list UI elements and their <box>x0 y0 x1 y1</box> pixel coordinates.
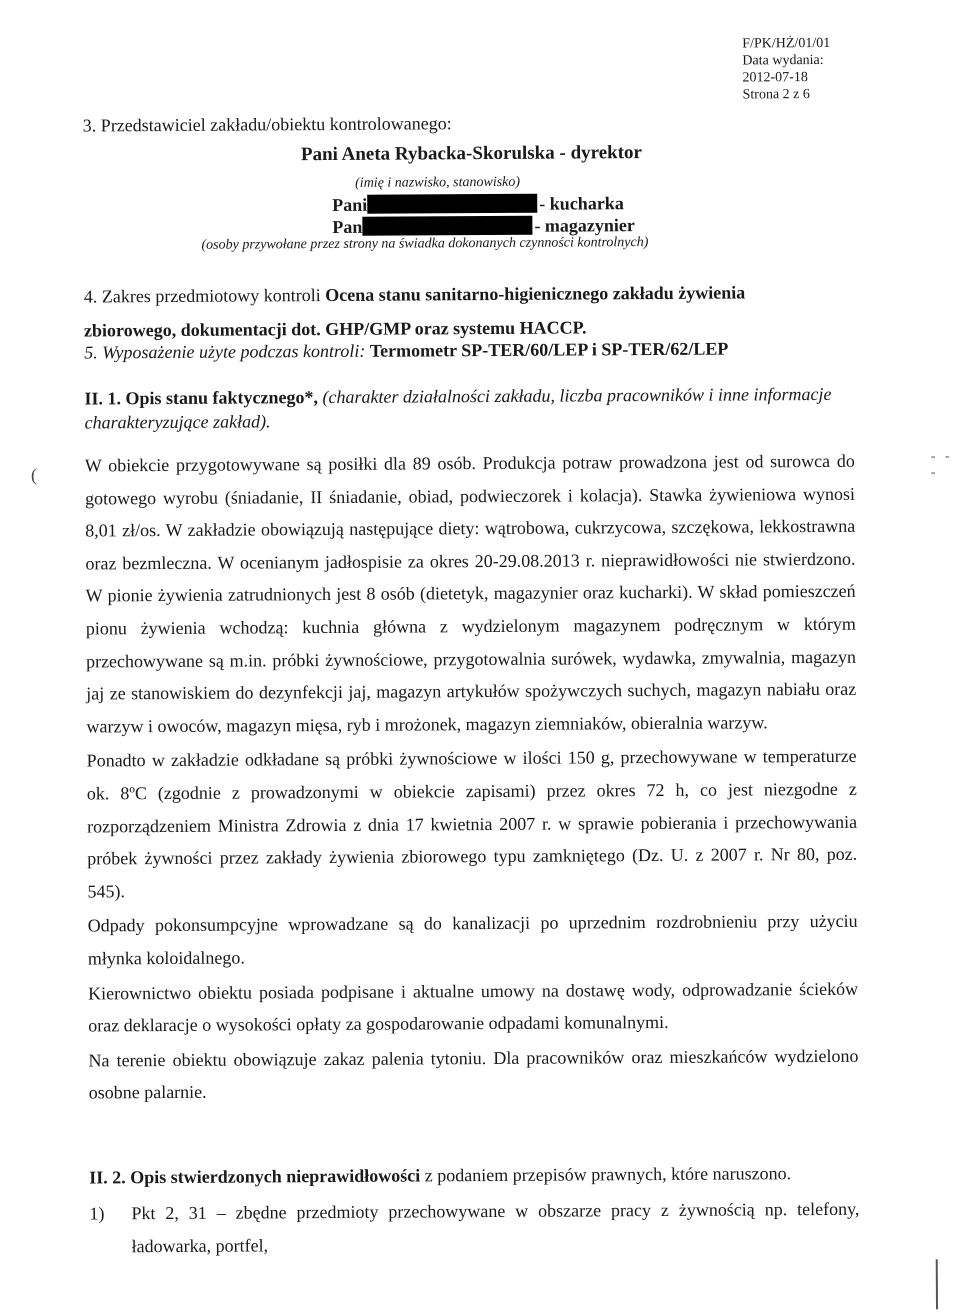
representative-caption: (imię i nazwisko, stanowisko) <box>355 174 521 191</box>
margin-mark-right: - - - <box>930 449 953 481</box>
paragraph: Na terenie obiektu obowiązuje zakaz palenia tytoniu. Dla pracowników oraz mieszkańców wydzielono osobne palarnie. <box>88 1045 859 1103</box>
factual-description <box>85 445 859 1110</box>
ii1-description: (charakter działalności zakładu, liczba pracowników i inne informacje charakteryzujące zakład). <box>84 383 832 433</box>
paragraph: Odpady pokonsumpcyjne wprowadzane są do kanalizacji po uprzednim rozdrobnieniu przy użyciu młynka koloidalnego. <box>87 911 858 969</box>
redaction-bar <box>367 194 537 214</box>
doc-code: F/PK/HŻ/01/01 <box>742 35 831 52</box>
section-5-equipment <box>84 339 728 364</box>
paragraph: Ponadto w zakładzie odkładane są próbki żywnościowe w ilości 150 g, przechowywane w temperaturze ok. 8ºC (zgodnie z prowadzonymi w obiekcie zapisami) przez okres 72 h, co jest niezgodne z rozporządzeniem Ministra Zdrowia z dnia 17 kwietnia 2007 r. w sprawie pobierania i przechowywania próbek żywności przez zakłady żywienia zbiorowego typu zamkniętego (Dz. U. z 2007 r. Nr 80, poz. 545). <box>86 746 858 902</box>
finding-number: 1) <box>89 1203 105 1224</box>
section-4-scope <box>84 275 784 347</box>
paragraph: Kierownictwo obiektu posiada podpisane i aktualne umowy na dostawę wody, odprowadzanie ścieków oraz deklaracje o wysokości opłaty za gospodarowanie odpadami komunalnymi. <box>88 978 859 1036</box>
finding-item <box>89 1193 859 1264</box>
section-3-heading: 3. Przedstawiciel zakładu/obiektu kontrolowanego: <box>82 113 452 136</box>
equipment-prefix: 5. Wyposażenie użyte podczas kontroli: <box>84 340 370 363</box>
equipment-list: Termometr SP-TER/60/LEP i SP-TER/62/LEP <box>369 338 729 361</box>
representative-name: Pani Aneta Rybacka-Skorulska - dyrektor <box>300 142 643 166</box>
page-number: Strona 2 z 6 <box>742 87 810 103</box>
ii2-rest: z podaniem przepisów prawnych, które naruszono. <box>420 1163 792 1186</box>
person1-prefix: Pani <box>332 194 368 215</box>
scan-edge-line <box>936 1259 938 1309</box>
witness-person-1 <box>332 193 624 216</box>
paragraph: W obiekcie przygotowywane są posiłki dla 89 osób. Produkcja potraw prowadzona jest od surowca do gotowego wyrobu (śniadanie, II śniadanie, obiad, podwieczorek i kolacja). Stawka żywieniowa wynosi 8,01 zł/os. W zakładzie obowiązują następujące diety: wątrobowa, cukrzycowa, szczękowa, lekkostrawna oraz bezmleczna. W ocenianym jadłospisie za okres 20-29.08.2013 r. nieprawidłowości nie stwierdzono. W pionie żywienia zatrudnionych jest 8 osób (dietetyk, magazynier oraz kucharki). W skład pomieszczeń pionu żywienia wchodzą: kuchnia główna z wydzielonym magazynem podręcznym w którym przechowywane są m.in. próbki żywnościowe, przygotowalnia surówek, wydawka, zmywalnia, magazyn jaj ze stanowiskiem do dezynfekcji jaj, magazyn artykułów spożywczych suchych, magazyn nabiału oraz warzyw i owoców, magazyn mięsa, ryb i mrożonek, magazyn ziemniaków, obieralnia warzyw. <box>84 450 857 737</box>
scope-prefix: 4. Zakres przedmiotowy kontroli <box>83 285 326 307</box>
scope-description: Ocena stanu sanitarno-higienicznego zakładu żywienia zbiorowego, dokumentacji dot. GHP/GMP oraz systemu HACCP. <box>83 282 746 341</box>
person2-prefix: Pan <box>332 216 363 237</box>
person1-role: - kucharka <box>539 193 624 214</box>
finding-text: Pkt 2, 31 – zbędne przedmioty przechowywane w obszarze pracy z żywnością np. telefony, ładowarka, portfel, <box>131 1198 860 1257</box>
section-ii2-heading <box>89 1163 859 1189</box>
person2-role: - magazynier <box>534 215 635 236</box>
issue-label: Data wydania: <box>742 52 824 69</box>
ii1-label: II. 1. Opis stanu faktycznego*, <box>84 387 319 409</box>
issue-date: 2012-07-18 <box>742 70 808 86</box>
document-header <box>742 35 830 104</box>
section-ii1-heading <box>84 382 854 435</box>
ii2-label: II. 2. Opis stwierdzonych nieprawidłowości <box>89 1165 421 1188</box>
redaction-bar <box>362 216 532 236</box>
margin-mark-left: ( <box>30 464 37 485</box>
witnesses-caption: (osoby przywołane przez strony na świadka dokonanych czynności kontrolnych) <box>201 235 649 253</box>
